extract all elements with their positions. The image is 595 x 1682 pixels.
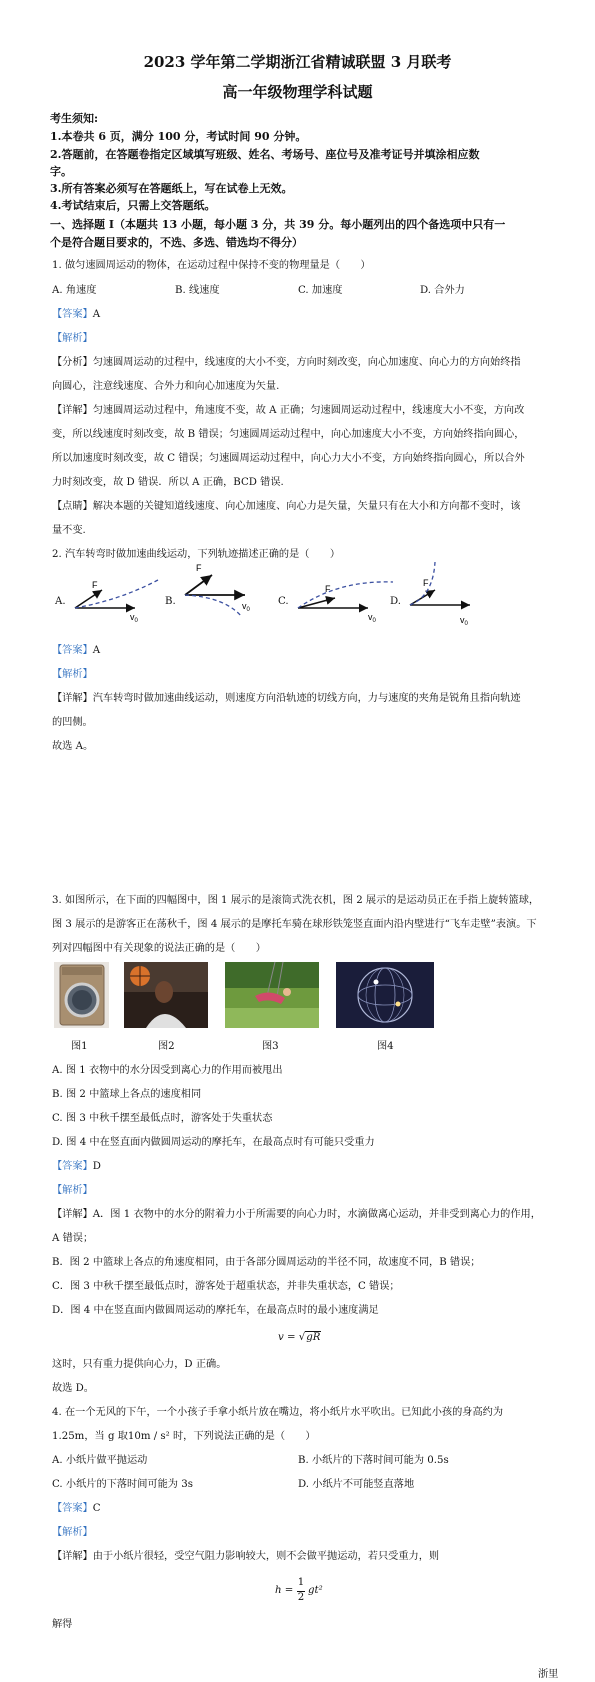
answer-tag: 【答案】	[52, 1503, 93, 1514]
q1-line: 变，所以线速度时刻改变，故 B 错误；匀速圆周运动过程中，向心加速度大小不变，方向始终指向圆心，	[52, 429, 525, 440]
figure-3-swing	[225, 962, 319, 1028]
q3-line: 这时，只有重力提供向心力，D 正确。	[52, 1359, 227, 1370]
q2-option-d-label: D.	[390, 596, 402, 607]
q3-stem: 列对四幅图中有关现象的说法正确的是（ ）	[52, 943, 266, 954]
q3-analysis-tag: 【解析】	[52, 1185, 93, 1196]
formula-lhs: h =	[275, 1585, 294, 1596]
q3-stem: 3. 如图所示，在下面的四幅图中，图 1 展示的是滚筒式洗衣机，图 2 展示的是运动员正在手指上旋转篮球，	[52, 895, 540, 906]
notice-item: 字。	[50, 165, 72, 178]
force-label: F	[325, 584, 331, 594]
answer-tag: 【答案】	[52, 1161, 93, 1172]
q1-option-c: C. 加速度	[298, 285, 343, 296]
force-arrow	[75, 590, 102, 608]
formula-radicand: gR	[306, 1332, 321, 1343]
q3-option-b: B. 图 2 中篮球上各点的速度相同	[52, 1089, 202, 1100]
force-arrow	[185, 575, 212, 595]
exam-title: 2023 学年第二学期浙江省精诚联盟 3 月联考	[143, 53, 452, 71]
q2-stem: 2. 汽车转弯时做加速曲线运动，下列轨迹描述正确的是（ ）	[52, 549, 341, 560]
q1-option-a: A. 角速度	[52, 285, 97, 296]
q4-answer	[52, 1502, 101, 1516]
figure-2-caption: 图2	[158, 1041, 175, 1052]
fraction-denominator: 2	[297, 1592, 305, 1603]
q1-answer	[52, 308, 100, 322]
q3-option-d: D. 图 4 中在竖直面内做圆周运动的摩托车，在最高点时有可能只受重力	[52, 1137, 375, 1148]
figure-3-caption: 图3	[262, 1041, 279, 1052]
q3-formula: v = √gR	[278, 1332, 321, 1343]
q2-diagram-d	[405, 560, 505, 630]
figure-4-globe-cage	[336, 962, 434, 1028]
force-label: F	[423, 578, 429, 588]
q4-answer-value: C	[92, 1503, 101, 1514]
q1-line: 【分析】匀速圆周运动的过程中，线速度的大小不变，方向时刻改变，向心加速度、向心力的方向始终指	[52, 357, 521, 368]
q1-stem: 1. 做匀速圆周运动的物体，在运动过程中保持不变的物理量是（ ）	[52, 260, 371, 271]
answer-tag: 【答案】	[52, 645, 93, 656]
formula-lhs: v =	[278, 1332, 296, 1343]
q3-answer-value: D	[92, 1161, 101, 1172]
notice-item: 4.考试结束后，只需上交答题纸。	[50, 199, 216, 212]
velocity-label: $v_0$	[242, 601, 250, 613]
q2-line: 的凹侧。	[52, 717, 93, 728]
q3-stem: 图 3 展示的是游客正在荡秋千，图 4 展示的是摩托车骑在球形铁笼竖直面内沿内壁进行“飞车走壁”表演。下	[52, 919, 537, 930]
q4-after: 解得	[52, 1619, 73, 1630]
exam-subtitle: 高一年级物理学科试题	[222, 83, 373, 101]
q2-diagram-c	[293, 570, 403, 624]
force-arrow	[298, 598, 335, 608]
q4-option-d: D. 小纸片不可能竖直落地	[298, 1479, 415, 1490]
trajectory-curve	[75, 580, 158, 608]
notice-item: 3.所有答案必须写在答题纸上，写在试卷上无效。	[50, 182, 293, 195]
q2-option-b-label: B.	[165, 596, 176, 607]
figure-1-washing-machine	[54, 962, 109, 1028]
notice-heading: 考生须知:	[50, 112, 99, 125]
notice-item: 1.本卷共 6 页，满分 100 分，考试时间 90 分钟。	[50, 130, 307, 143]
q3-line: 故选 D。	[52, 1383, 94, 1394]
page-footer: 浙里	[538, 1669, 559, 1680]
answer-tag: 【答案】	[52, 309, 93, 320]
q1-line: 【详解】匀速圆周运动过程中，角速度不变，故 A 正确；匀速圆周运动过程中，线速度大小不变，方向改	[52, 405, 525, 416]
q1-line: 【点睛】解决本题的关键知道线速度、向心加速度、向心力是矢量，矢量只有在大小和方向都不变时，该	[52, 501, 521, 512]
q4-option-a: A. 小纸片做平抛运动	[52, 1455, 148, 1466]
section-heading: 一、选择题 I（本题共 13 小题，每小题 3 分，共 39 分。每小题列出的四个备选项中只有一	[50, 218, 506, 231]
q1-answer-value: A	[92, 309, 101, 320]
figure-1-caption: 图1	[71, 1041, 88, 1052]
q3-line: A 错误；	[52, 1233, 94, 1244]
q3-line: C．图 3 中秋千摆至最低点时，游客处于超重状态，并非失重状态，C 错误；	[52, 1281, 400, 1292]
q2-diagram-a	[70, 570, 170, 624]
q3-answer	[52, 1160, 101, 1174]
velocity-label: $v_0$	[460, 615, 468, 627]
notice-item: 2.答题前，在答题卷指定区域填写班级、姓名、考场号、座位号及准考证号并填涂相应数	[50, 148, 480, 161]
q2-option-c-label: C.	[278, 596, 289, 607]
q3-line: 【详解】A．图 1 衣物中的水分的附着力小于所需要的向心力时，水滴做离心运动，并非受到离心力的作用，	[52, 1209, 541, 1220]
q1-option-d: D. 合外力	[420, 285, 465, 296]
q2-diagram-b	[180, 565, 280, 625]
force-label: F	[196, 563, 202, 573]
q4-option-c: C. 小纸片的下落时间可能为 3s	[52, 1479, 193, 1490]
q4-analysis-tag: 【解析】	[52, 1527, 93, 1538]
force-label: F	[92, 580, 98, 590]
q1-line: 所以加速度时刻改变，故 C 错误；匀速圆周运动过程中，向心力大小不变，方向始终指向圆心，所以合外	[52, 453, 525, 464]
q4-stem: 1.25m，当 g 取10m / s² 时，下列说法正确的是（ ）	[52, 1431, 316, 1442]
q2-analysis-tag: 【解析】	[52, 669, 93, 680]
q2-line: 故选 A。	[52, 741, 94, 752]
formula-rest: gt²	[308, 1585, 323, 1596]
q1-option-b: B. 线速度	[175, 285, 220, 296]
trajectory-curve	[185, 595, 242, 617]
q2-option-a-label: A.	[55, 596, 66, 607]
q3-option-a: A. 图 1 衣物中的水分因受到离心力的作用而被甩出	[52, 1065, 283, 1076]
q1-line: 力时刻改变，故 D 错误．所以 A 正确，BCD 错误.	[52, 477, 284, 488]
q4-stem: 4. 在一个无风的下午，一个小孩子手拿小纸片放在嘴边，将小纸片水平吹出。已知此小孩的身高约为	[52, 1407, 504, 1418]
velocity-label: $v_0$	[130, 612, 138, 624]
q3-option-c: C. 图 3 中秋千摆至最低点时，游客处于失重状态	[52, 1113, 273, 1124]
q3-line: B．图 2 中篮球上各点的角速度相同，由于各部分圆周运动的半径不同，故速度不同，B 错误；	[52, 1257, 481, 1268]
figure-2-basketball	[124, 962, 208, 1028]
velocity-label: $v_0$	[368, 612, 376, 624]
q3-line: D．图 4 中在竖直面内做圆周运动的摩托车，在最高点时的最小速度满足	[52, 1305, 379, 1316]
q2-answer	[52, 644, 100, 658]
q1-line: 向圆心，注意线速度、合外力和向心加速度为矢量.	[52, 381, 280, 392]
q2-answer-value: A	[92, 645, 101, 656]
q2-line: 【详解】汽车转弯时做加速曲线运动，则速度方向沿轨迹的切线方向，力与速度的夹角是锐角且指向轨迹	[52, 693, 521, 704]
fraction-numerator: 1	[297, 1577, 305, 1588]
q4-line: 【详解】由于小纸片很轻，受空气阻力影响较大，则不会做平抛运动，若只受重力，则	[52, 1551, 440, 1562]
figure-4-caption: 图4	[377, 1041, 394, 1052]
q1-line: 量不变.	[52, 525, 86, 536]
q1-analysis-tag: 【解析】	[52, 333, 93, 344]
section-heading: 个是符合题目要求的，不选、多选、错选均不得分）	[50, 236, 303, 249]
q4-option-b: B. 小纸片的下落时间可能为 0.5s	[298, 1455, 449, 1466]
